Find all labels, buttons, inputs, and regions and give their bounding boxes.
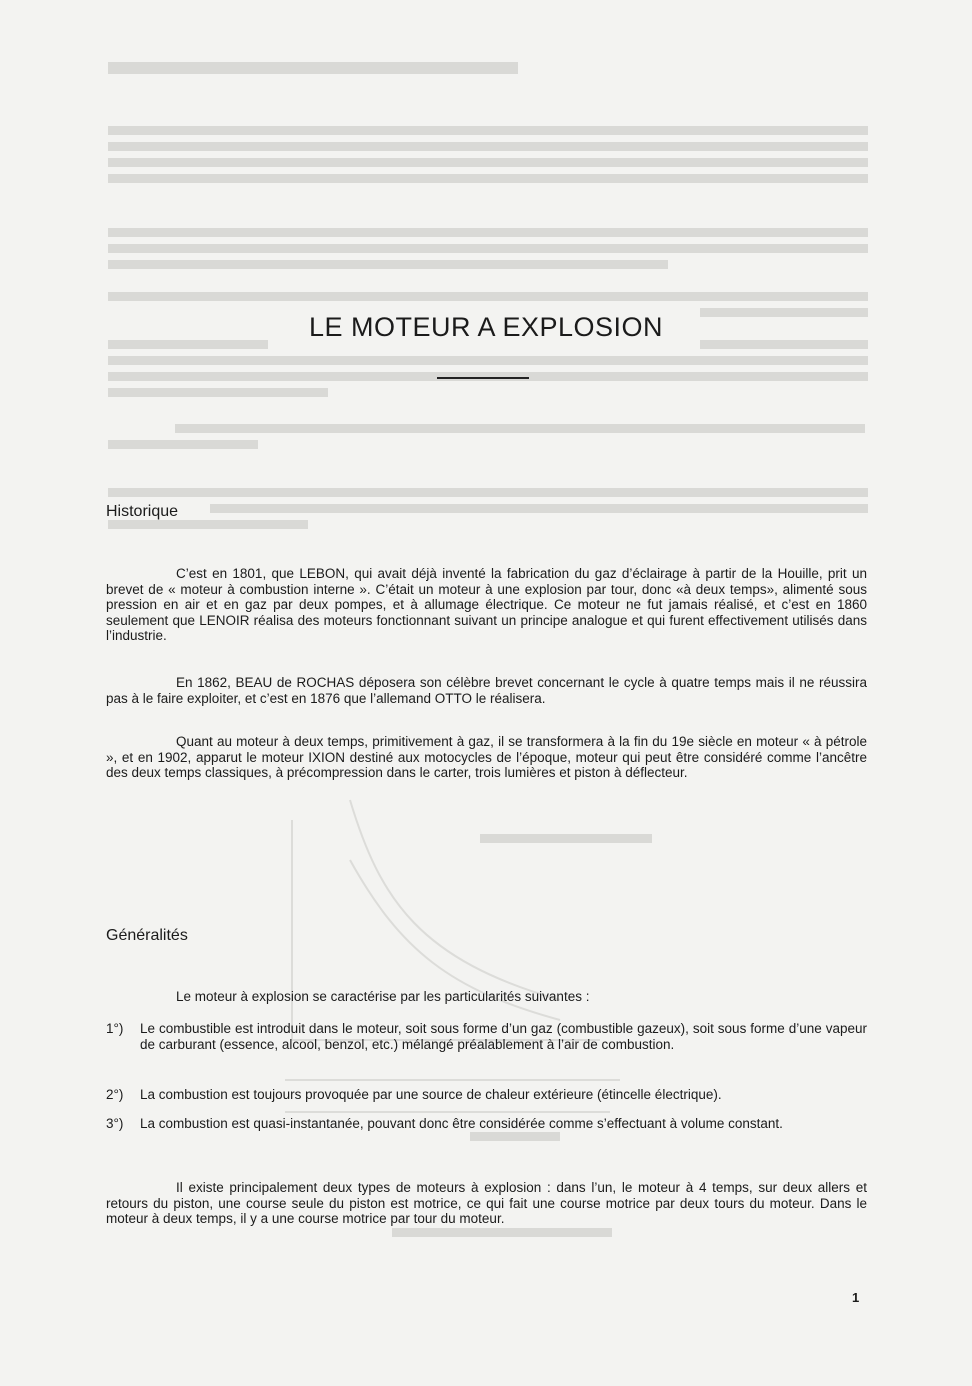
generalites-intro: Le moteur à explosion se caractérise par les particularités suivantes : <box>176 989 590 1004</box>
list-item-2 <box>106 1087 867 1103</box>
section-heading-generalites: Généralités <box>106 927 188 944</box>
historique-paragraph-1: C’est en 1801, que LEBON, qui avait déjà inventé la fabrication du gaz d’éclairage à partir de la Houille, prit un brevet de « moteur à combustion interne ». C’était un moteur à une explosion par tour, donc «à deux temps», alimenté sous pression en air et en gaz par deux pompes, et à allumage électrique. Ce moteur ne fut jamais réalisé, et c’est en 1860 seulement que LENOIR réalisa des moteurs fonctionnant suivant un principe analogue et qui furent effectivement utilisés dans l’industrie. <box>106 566 867 644</box>
historique-paragraph-3: Quant au moteur à deux temps, primitivement à gaz, il se transformera à la fin du 19e siècle en moteur « à pétrole », et en 1902, apparut le moteur IXION destiné aux motocycles de l’époque, moteur qui peut être considéré comme l’ancêtre des deux temps classiques, à précompression dans le carter, trois lumières et piston à déflecteur. <box>106 734 867 781</box>
document-title: LE MOTEUR A EXPLOSION <box>308 312 664 342</box>
list-item-text: La combustion est quasi-instantanée, pouvant donc être considérée comme s’effectuant à volume constant. <box>140 1116 783 1131</box>
generalites-closing-paragraph: Il existe principalement deux types de moteurs à explosion : dans l’un, le moteur à 4 temps, sur deux allers et retours du piston, une course seule du piston est motrice, ce qui fait une course motrice par deux tours du moteur. Dans le moteur à deux temps, il y a une course motrice par tour du moteur. <box>106 1180 867 1227</box>
list-item-text: Le combustible est introduit dans le moteur, soit sous forme d’un gaz (combustible gazeux), soit sous forme d’une vapeur de carburant (essence, alcool, benzol, etc.) mélangé préalablement à l’air de combustion. <box>140 1021 867 1052</box>
list-item-1 <box>106 1021 867 1052</box>
title-underline <box>437 377 529 379</box>
list-item-number: 3°) <box>106 1116 124 1131</box>
page-number: 1 <box>852 1290 860 1305</box>
list-item-number: 1°) <box>106 1021 124 1036</box>
historique-paragraph-2: En 1862, BEAU de ROCHAS déposera son célèbre brevet concernant le cycle à quatre temps mais il ne réussira pas à le faire exploiter, et c’est en 1876 que l’allemand OTTO le réalisera. <box>106 675 867 706</box>
list-item-3 <box>106 1116 867 1132</box>
list-item-number: 2°) <box>106 1087 124 1102</box>
section-heading-historique: Historique <box>106 503 179 520</box>
list-item-text: La combustion est toujours provoquée par une source de chaleur extérieure (étincelle électrique). <box>140 1087 722 1102</box>
